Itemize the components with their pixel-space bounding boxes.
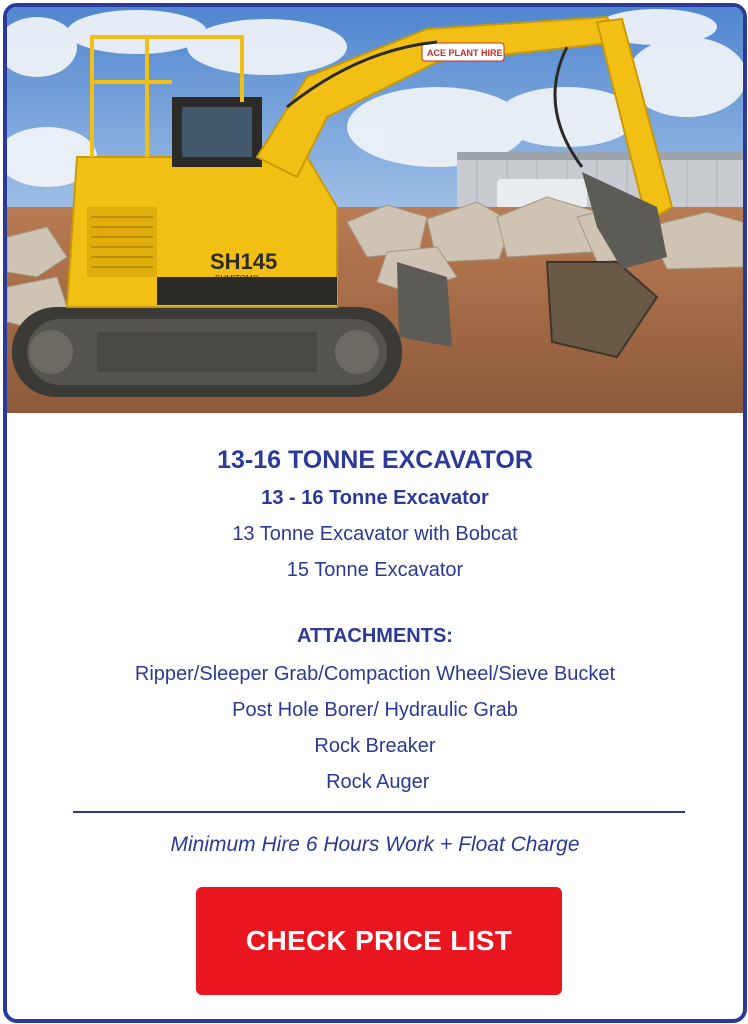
excavator-illustration: [7, 7, 743, 413]
attachments-heading: ATTACHMENTS:: [297, 625, 453, 647]
product-subtitle: 13 - 16 Tonne Excavator: [261, 487, 489, 509]
attachment-item: Rock Breaker: [314, 735, 436, 757]
product-title: 13-16 TONNE EXCAVATOR: [217, 446, 533, 474]
product-card: [3, 3, 747, 1023]
minimum-hire-note: Minimum Hire 6 Hours Work + Float Charge: [170, 833, 580, 856]
attachment-item: Rock Auger: [320, 771, 430, 793]
attachment-item: Post Hole Borer/ Hydraulic Grab: [232, 699, 518, 721]
boom-brand-decal: ACE PLANT HIRE: [427, 48, 503, 58]
excavator-photo: [7, 7, 743, 413]
model-decal: SH145: [210, 249, 278, 274]
model-line: 15 Tonne Excavator: [286, 559, 464, 581]
divider: [73, 811, 685, 813]
attachment-item: Ripper/Sleeper Grab/Compaction Wheel/Sieve Bucket: [134, 663, 616, 685]
model-line: 13 Tonne Excavator with Bobcat: [232, 523, 518, 545]
brand-decal: SUMITOMO: [215, 274, 259, 283]
check-price-list-button[interactable]: CHECK PRICE LIST: [196, 887, 562, 995]
